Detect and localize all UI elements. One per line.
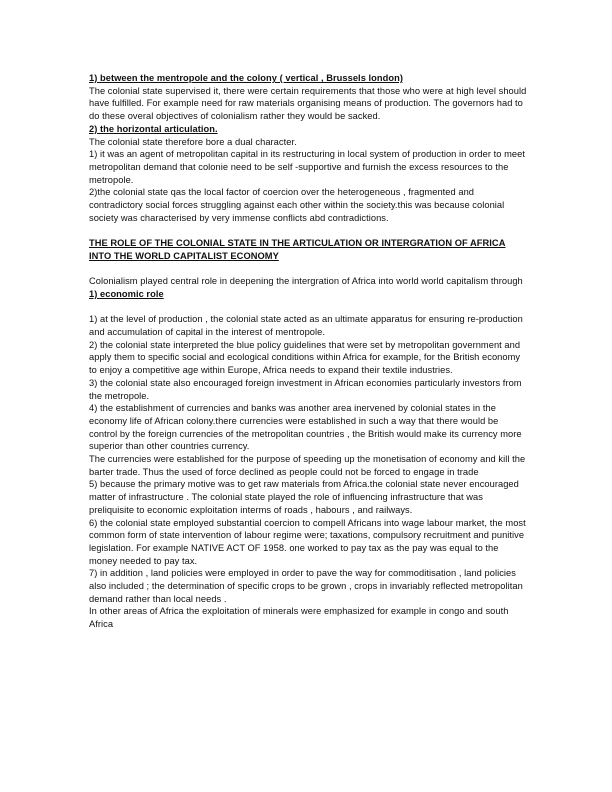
section-heading-horizontal: 2) the horizontal articulation. bbox=[89, 123, 218, 134]
subheading-economic-role: 1) economic role bbox=[89, 288, 164, 299]
paragraph-role-intro: Colonialism played central role in deepening the intergration of Africa into world world capitalism through bbox=[89, 276, 523, 287]
economic-point: 3) the colonial state also encouraged foreign investment in African economies particularly investors from the metropole. bbox=[89, 377, 522, 401]
economic-point: 6) the colonial state employed substantial coercion to compell Africans into wage labour market, the most common form of state intervention of labour regime were; taxations, compulsory recruitment and punitive legislation. For example NATIVE ACT OF 1958. one worked to pay tax as the pay was equal to the money needed to pay tax. bbox=[89, 517, 526, 566]
paragraph-vertical: The colonial state supervised it, there were certain requirements that those who were at high level should have fulfilled. For example need for raw materials organising means of production. The governors had to do these overal objectives of colonialism rather they would be sacked. bbox=[89, 85, 527, 122]
economic-point: 4) the establishment of currencies and banks was another area inervened by colonial states in the economy life of African colony.there currencies were established in such a way that there would be control by the foreign currencies of the metropolitan countries , the British would make its currency more superior than other countries currency. bbox=[89, 403, 522, 452]
spacer bbox=[89, 224, 529, 237]
spacer bbox=[89, 301, 529, 314]
spacer bbox=[89, 263, 529, 276]
economic-point: In other areas of Africa the exploitation of minerals were emphasized for example in congo and south Africa bbox=[89, 606, 509, 630]
economic-point: The currencies were established for the purpose of speeding up the monetisation of economy and kill the barter trade. Thus the used of force declined as people could not be forced to engage in trade bbox=[89, 454, 526, 477]
paragraph-dual-character: The colonial state therefore bore a dual character. bbox=[89, 136, 297, 147]
document-page bbox=[89, 72, 529, 631]
section-heading-vertical: 1) between the mentropole and the colony ( vertical , Brussels london) bbox=[89, 73, 403, 83]
main-heading-role: THE ROLE OF THE COLONIAL STATE IN THE ARTICULATION OR INTERGRATION OF AFRICA INTO THE WORLD CAPITALIST ECONOMY bbox=[89, 238, 506, 261]
economic-point: 7) in addition , land policies were employed in order to pave the way for commoditisation , land policies also included ; the determination of specific crops to be grown , crops in invariably reflected metropolitan demand rather than local needs . bbox=[89, 568, 523, 604]
economic-point: 5) because the primary motive was to get raw materials from Africa.the colonial state never encouraged matter of infrastructure . The colonial state played the role of influencing infrastructure that was preliquisite to economic exploitation interms of roads , habours , and railways. bbox=[89, 479, 519, 515]
paragraph-point-1: 1) it was an agent of metropolitan capital in its restructuring in local system of production in order to meet metropolitan demand that colonie need to be self -supportive and furnish the excess resources to the metropole. bbox=[89, 149, 525, 185]
economic-point: 2) the colonial state interpreted the blue policy guidelines that were set by metropolitan government and apply them to specific social and ecological conditions within Africa for example, for the British economy to enjoy a competitive age within Europe, Africa needs to expand their textile industries. bbox=[89, 339, 521, 376]
economic-point: 1) at the level of production , the colonial state acted as an ultimate apparatus for ensuring re-production and accumulation of capital in the interest of mentropole. bbox=[89, 314, 523, 338]
paragraph-point-2: 2)the colonial state qas the local factor of coercion over the heterogeneous , fragmented and contradictory social forces struggling against each other within the society.this was because colonial society was characterised by very immense conflicts abd contradictions. bbox=[89, 187, 505, 223]
